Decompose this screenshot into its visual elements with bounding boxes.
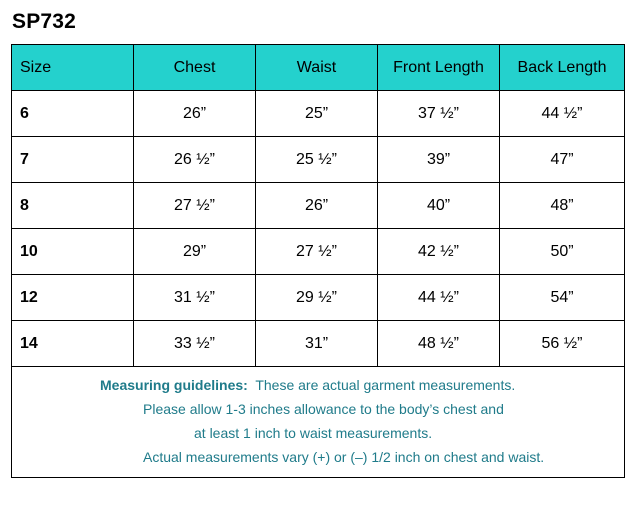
table-row xyxy=(12,137,625,183)
waist-cell: 26” xyxy=(256,183,378,229)
guidelines-text-1: These are actual garment measurements. xyxy=(255,377,516,393)
front-length-cell: 42 ½” xyxy=(378,229,500,275)
header-size: Size xyxy=(12,45,134,91)
size-cell: 7 xyxy=(12,137,134,183)
size-cell: 8 xyxy=(12,183,134,229)
size-chart-table xyxy=(11,44,625,478)
chest-cell: 27 ½” xyxy=(134,183,256,229)
waist-cell: 25” xyxy=(256,91,378,137)
measuring-guidelines xyxy=(12,367,624,477)
size-cell: 6 xyxy=(12,91,134,137)
guidelines-line-2: Please allow 1-3 inches allowance to the body’s chest and xyxy=(143,401,504,417)
chest-cell: 26 ½” xyxy=(134,137,256,183)
chest-cell: 29” xyxy=(134,229,256,275)
back-length-cell: 47” xyxy=(500,137,625,183)
table-row xyxy=(12,229,625,275)
front-length-cell: 39” xyxy=(378,137,500,183)
chest-cell: 31 ½” xyxy=(134,275,256,321)
waist-cell: 27 ½” xyxy=(256,229,378,275)
back-length-cell: 50” xyxy=(500,229,625,275)
guidelines-line-1 xyxy=(100,373,515,397)
chest-cell: 26” xyxy=(134,91,256,137)
table-row xyxy=(12,183,625,229)
header-waist: Waist xyxy=(256,45,378,91)
table-row xyxy=(12,321,625,367)
waist-cell: 31” xyxy=(256,321,378,367)
header-front-length: Front Length xyxy=(378,45,500,91)
front-length-cell: 44 ½” xyxy=(378,275,500,321)
front-length-cell: 48 ½” xyxy=(378,321,500,367)
table-row xyxy=(12,275,625,321)
guidelines-line-3: at least 1 inch to waist measurements. xyxy=(194,425,433,441)
notes-row xyxy=(12,367,625,478)
back-length-cell: 56 ½” xyxy=(500,321,625,367)
back-length-cell: 48” xyxy=(500,183,625,229)
size-cell: 14 xyxy=(12,321,134,367)
table-header-row xyxy=(12,45,625,91)
waist-cell: 25 ½” xyxy=(256,137,378,183)
measuring-guidelines-cell xyxy=(12,367,625,478)
page-title: SP732 xyxy=(12,10,77,33)
chest-cell: 33 ½” xyxy=(134,321,256,367)
header-back-length: Back Length xyxy=(500,45,625,91)
back-length-cell: 44 ½” xyxy=(500,91,625,137)
waist-cell: 29 ½” xyxy=(256,275,378,321)
front-length-cell: 40” xyxy=(378,183,500,229)
back-length-cell: 54” xyxy=(500,275,625,321)
front-length-cell: 37 ½” xyxy=(378,91,500,137)
table-row xyxy=(12,91,625,137)
guidelines-lead: Measuring guidelines: xyxy=(100,377,248,393)
size-cell: 10 xyxy=(12,229,134,275)
guidelines-line-4: Actual measurements vary (+) or (–) 1/2 inch on chest and waist. xyxy=(143,449,545,465)
header-chest: Chest xyxy=(134,45,256,91)
size-cell: 12 xyxy=(12,275,134,321)
